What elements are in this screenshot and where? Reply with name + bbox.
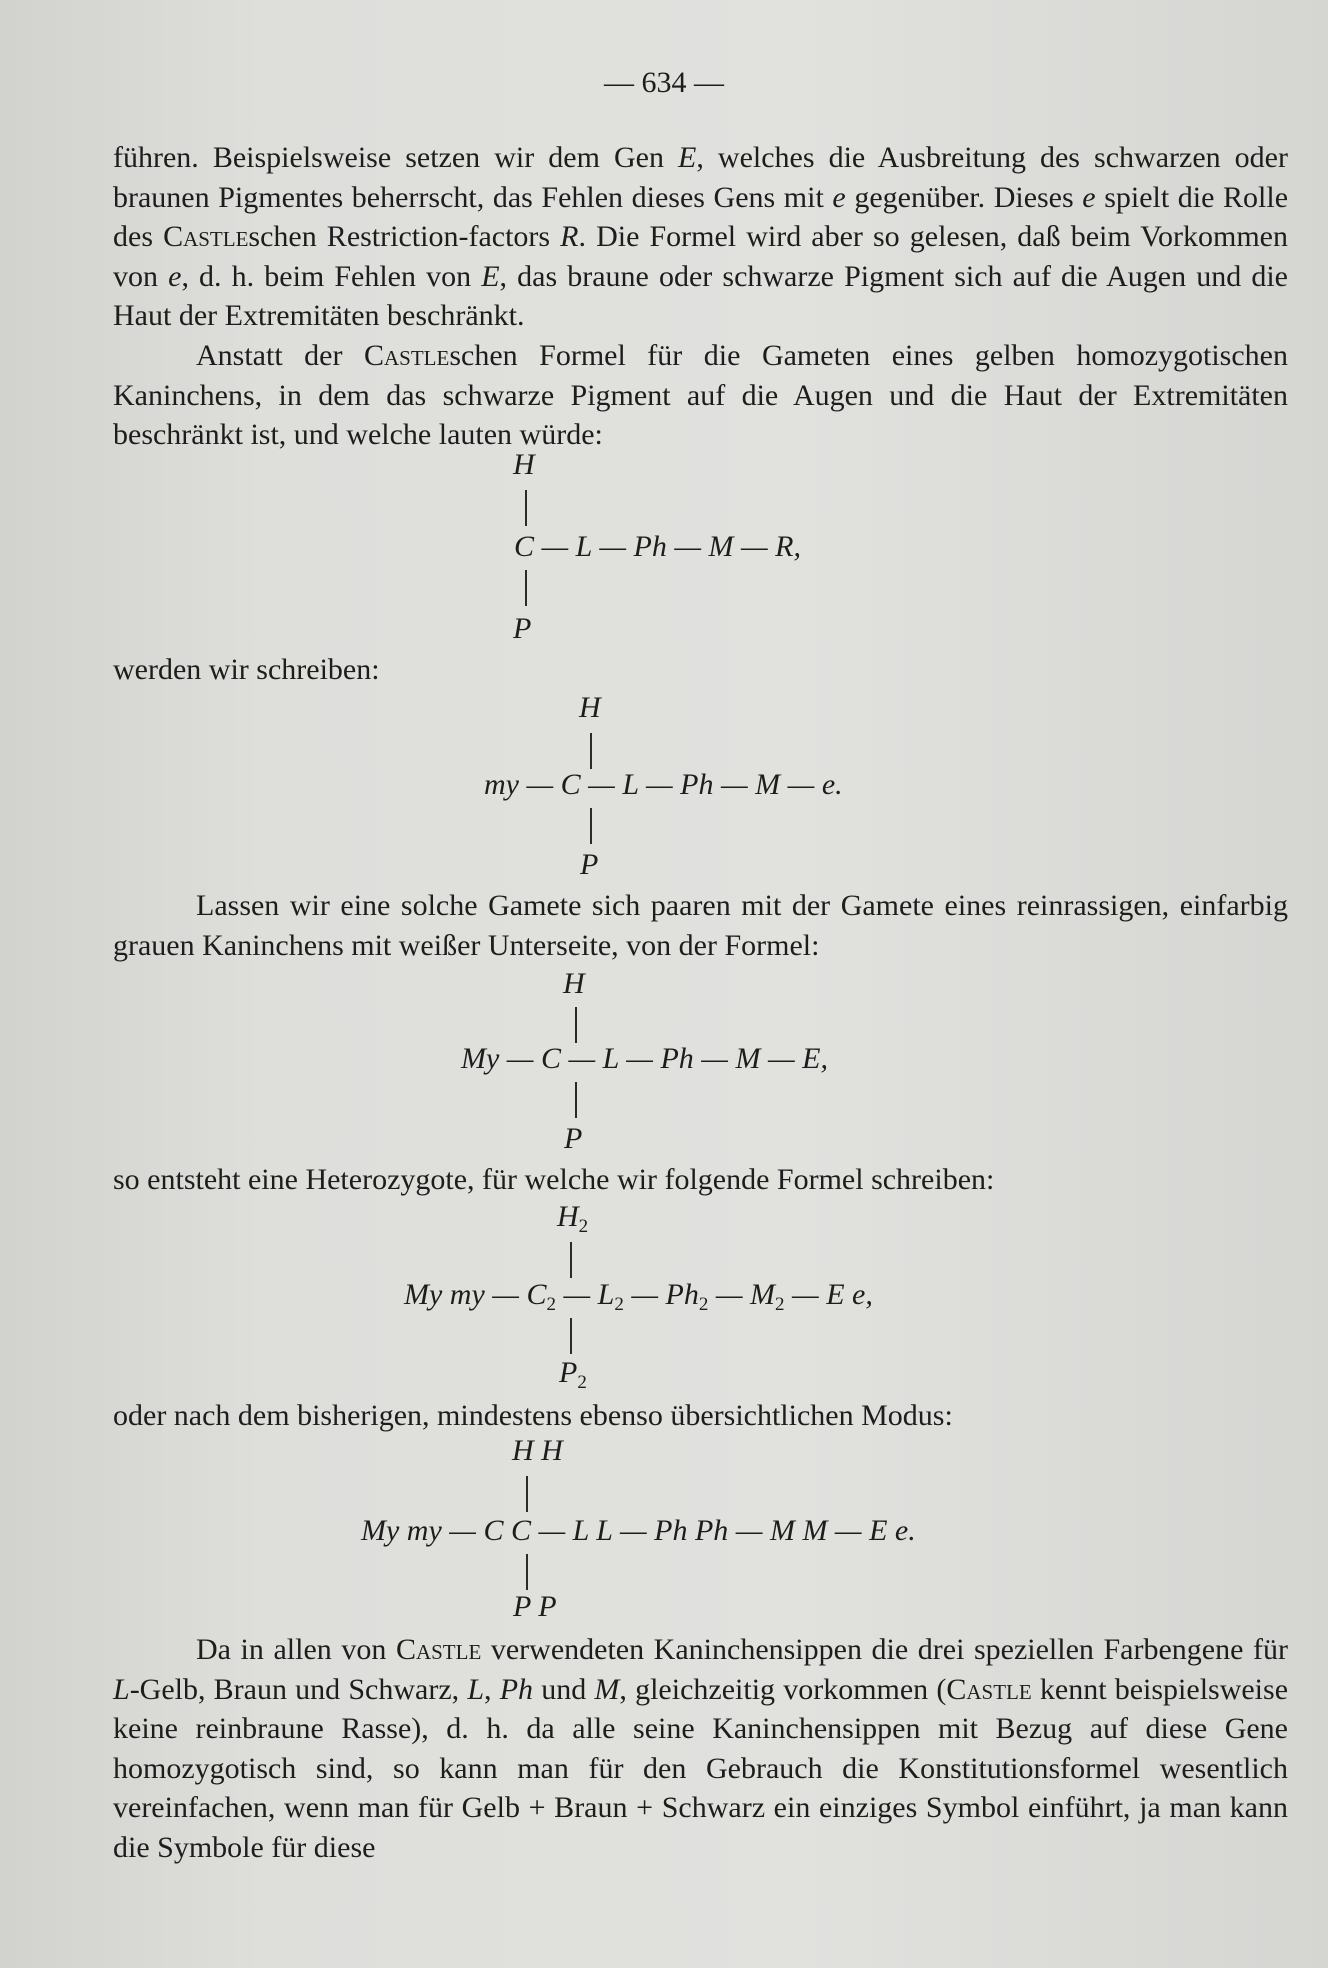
paragraph-3: werden wir schreiben: xyxy=(113,653,380,686)
formula-5-bond-top xyxy=(526,1476,528,1512)
paragraph-7: Da in allen von Castle verwendeten Kaninchensippen die drei speziellen Farbengene für L-Gelb, Braun und Schwarz, L, Ph und M, gleichzeitig vorkommen (Castle kennt beispielsweise keine reinbraune Rasse), d. h. da alle seine Kaninchensippen mit Bezug auf diese Gene homozygotisch sind, so kann man für den Gebrauch die Konstitutionsformel wesentlich vereinfachen, wenn man für Gelb + Braun + Schwarz ein einziges Symbol einführt, ja man kann die Symbole für diese xyxy=(113,1633,1289,1864)
formula-2-top: H xyxy=(579,691,601,724)
formula-3-chain: My — C — L — Ph — M — E, xyxy=(461,1042,828,1075)
formula-4-bond-bottom xyxy=(570,1318,572,1354)
formula-5-chain: My my — C C — L L — Ph Ph — M M — E e. xyxy=(361,1514,916,1547)
formula-4-top: $H_2$ xyxy=(557,1200,589,1237)
formula-2-bond-bottom xyxy=(590,808,592,844)
formula-4-bond-top xyxy=(570,1242,572,1278)
paragraph-5: so entsteht eine Heterozygote, für welche wir folgende Formel schreiben: xyxy=(113,1163,995,1196)
formula-2-bond-top xyxy=(590,733,592,769)
formula-3-bond-top xyxy=(575,1007,577,1043)
formula-3-top: H xyxy=(563,967,585,1000)
formula-1-chain: C — L — Ph — M — R, xyxy=(514,530,801,563)
page-number: — 634 — xyxy=(604,66,724,99)
paragraph-1: führen. Beispielsweise setzen wir dem Gen E, welches die Ausbreitung des schwarzen oder braunen Pigmentes beherrscht, das Fehlen dieses Gens mit e gegenüber. Dieses e spielt die Rolle des Castleschen Restriction-factors R. Die Formel wird aber so gelesen, daß beim Vorkommen von e, d. h. beim Fehlen von E, das braune oder schwarze Pigment sich auf die Augen und die Haut der Extremitäten beschränkt. xyxy=(113,141,1289,333)
formula-1-bond-bottom xyxy=(525,570,527,606)
formula-5-bond-bottom xyxy=(526,1554,528,1590)
formula-4-chain: My my — $C_2$ — $L_2$ — $Ph_2$ — $M_2$ — E e, xyxy=(404,1278,873,1315)
paragraph-2: Anstatt der Castleschen Formel für die Gameten eines gelben homozygotischen Kaninchens, in dem das schwarze Pigment auf die Augen und die Haut der Extremitäten beschränkt ist, und welche lauten würde: xyxy=(113,339,1288,452)
formula-1-top: H xyxy=(513,448,535,481)
formula-2-bottom: P xyxy=(580,848,599,881)
formula-1-bottom: P xyxy=(513,612,532,645)
formula-1-bond-top xyxy=(525,490,527,526)
paragraph-6: oder nach dem bisherigen, mindestens ebenso übersichtlichen Modus: xyxy=(113,1399,953,1432)
formula-5-top: H H xyxy=(512,1434,563,1467)
formula-4-bottom: $P_2$ xyxy=(559,1356,587,1393)
formula-2-chain: my — C — L — Ph — M — e. xyxy=(484,768,843,801)
formula-3-bond-bottom xyxy=(575,1082,577,1118)
formula-5-bottom: P P xyxy=(513,1590,557,1623)
paragraph-4: Lassen wir eine solche Gamete sich paaren mit der Gamete eines reinrassigen, einfarbig grauen Kaninchens mit weißer Unterseite, von der Formel: xyxy=(113,889,1288,962)
formula-3-bottom: P xyxy=(564,1122,583,1155)
